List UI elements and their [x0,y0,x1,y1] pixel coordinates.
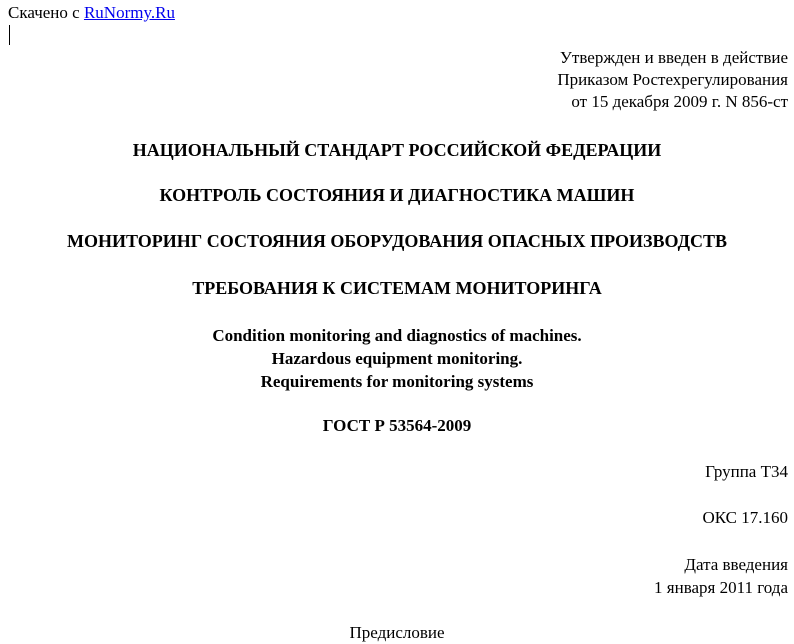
approval-line-2: Приказом Ростехрегулирования [557,70,788,89]
approval-block [557,47,788,113]
approval-line-1: Утвержден и введен в действие [559,48,788,67]
english-title-line-3: Requirements for monitoring systems [260,372,534,391]
text-cursor [9,25,10,45]
standard-code: ГОСТ Р 53564-2009 [322,416,472,435]
source-line [8,3,175,23]
english-title [0,324,794,393]
english-title-line-1: Condition monitoring and diagnostics of machines. [212,326,582,345]
introduction-date-value: 1 января 2011 года [654,578,788,597]
national-standard-heading: НАЦИОНАЛЬНЫЙ СТАНДАРТ РОССИЙСКОЙ ФЕДЕРАЦИИ [132,140,662,160]
oks-label: ОКС 17.160 [702,508,788,527]
group-label: Группа Т34 [705,462,788,481]
requirements-heading: ТРЕБОВАНИЯ К СИСТЕМАМ МОНИТОРИНГА [192,278,602,298]
subtopic-heading: МОНИТОРИНГ СОСТОЯНИЯ ОБОРУДОВАНИЯ ОПАСНЫХ ПРОИЗВОДСТВ [67,231,727,251]
approval-line-3: от 15 декабря 2009 г. N 856-ст [571,92,788,111]
preface-heading: Предисловие [349,623,445,642]
introduction-date-block [654,553,788,599]
source-prefix: Скачено с [8,3,84,22]
introduction-date-label: Дата введения [684,555,788,574]
source-link[interactable]: RuNormy.Ru [83,3,175,22]
topic-heading: КОНТРОЛЬ СОСТОЯНИЯ И ДИАГНОСТИКА МАШИН [159,185,635,205]
english-title-line-2: Hazardous equipment monitoring. [271,349,523,368]
